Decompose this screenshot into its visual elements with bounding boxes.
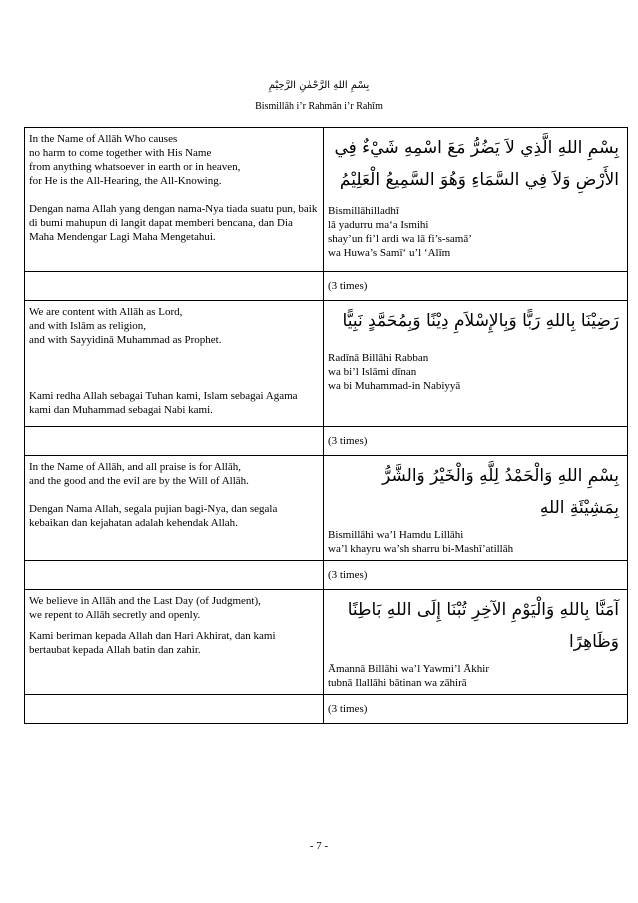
transliteration-line: shay’un fi’l ardi wa lā fi’s-samā’ — [328, 233, 472, 245]
english-line: and with Islām as religion, — [29, 320, 147, 332]
prayer-row-4 — [25, 590, 628, 695]
repeat-count: (3 times) — [324, 695, 628, 724]
arabic-text: آمَنَّا بِاللهِ وَالْيَوْمِ الآخِرِ تُبْنَا إِلَى اللهِ بَاطِنًا وَظَاهِرًا — [347, 600, 619, 652]
english-line: from anything whatsoever in earth or in heaven, — [29, 161, 241, 173]
english-line: we repent to Allāh secretly and openly. — [29, 609, 201, 621]
indonesian-translation: Dengan Nama Allah, segala pujian bagi-Nya, dan segala kebaikan dan kejahatan adalah kehendak Allah. — [29, 503, 278, 529]
transliteration-line: tubnā Ilallāhi bātinan wa zāhirā — [328, 677, 467, 689]
arabic-text: بِسْمِ اللهِ الَّذِي لاَ يَضُرُّ مَعَ اسْمِهِ شَيْءٌ فِي الأَرْضِ وَلاَ فِي السَّمَاءِ وَهُوَ السَّمِيعُ الْعَلِيْمُ — [334, 138, 619, 190]
times-row-1 — [25, 272, 628, 301]
transliteration-line: Āmannā Billāhi wa’l Yawmi’l Ākhir — [328, 663, 490, 675]
prayer-1-arabic-cell — [324, 128, 628, 272]
prayer-3-arabic-cell — [324, 456, 628, 561]
indonesian-translation: Kami beriman kepada Allah dan Hari Akhirat, dan kami bertaubat kepada Allah batin dan zahir. — [29, 630, 276, 656]
indonesian-translation: Kami redha Allah sebagai Tuhan kami, Islam sebagai Agama kami dan Muhammad sebagai Nabi kami. — [29, 390, 298, 416]
transliteration-line: lā yadurru ma‘a Ismihi — [328, 219, 429, 231]
prayer-row-2 — [25, 301, 628, 427]
english-line: We are content with Allāh as Lord, — [29, 306, 183, 318]
page-number: - 7 - — [309, 840, 329, 852]
transliteration-line: wa bi Muhammad-in Nabiyyā — [328, 380, 461, 392]
times-row-2 — [25, 427, 628, 456]
prayer-row-3 — [25, 456, 628, 561]
english-line: for He is the All-Hearing, the All-Knowing. — [29, 175, 222, 187]
prayer-1-translations — [25, 128, 324, 272]
transliteration-line: wa’l khayru wa’sh sharru bi-Mashī’atillāh — [328, 543, 514, 555]
english-line: In the Name of Allāh Who causes — [29, 133, 178, 145]
english-line: We believe in Allāh and the Last Day (of Judgment), — [29, 595, 261, 607]
prayer-4-translations — [25, 590, 324, 695]
arabic-text: بِسْمِ اللهِ وَالْحَمْدُ لِلَّهِ وَالْخَيْرُ وَالشَّرُّ بِمَشِيْئَةِ اللهِ — [382, 466, 619, 518]
transliteration-line: wa Huwa’s Samī‘ u’l ‘Alīm — [328, 247, 451, 259]
times-row-4 — [25, 695, 628, 724]
header-arabic-basmala: بِسْمِ اللهِ الرَّحْمٰنِ الرَّحِيْمِ — [268, 80, 370, 91]
english-line: and the good and the evil are by the Will of Allāh. — [29, 475, 249, 487]
prayer-2-arabic-cell — [324, 301, 628, 427]
repeat-count: (3 times) — [324, 427, 628, 456]
english-line: and with Sayyidinā Muhammad as Prophet. — [29, 334, 222, 346]
header-transliteration: Bismillāh i’r Rahmān i’r Rahīm — [255, 101, 383, 112]
transliteration-line: Bismillāhilladhī — [328, 205, 399, 217]
transliteration-line: Radīnā Billāhi Rabban — [328, 352, 429, 364]
arabic-text: رَضِيْنَا بِاللهِ رَبًّا وَبِالإِسْلاَمِ دِيْنًا وَبِمُحَمَّدٍ نَبِيًّا — [342, 311, 619, 331]
times-row-3 — [25, 561, 628, 590]
english-line: no harm to come together with His Name — [29, 147, 212, 159]
english-line: In the Name of Allāh, and all praise is for Allāh, — [29, 461, 241, 473]
repeat-count: (3 times) — [324, 561, 628, 590]
transliteration-line: wa bi’l Islāmi dīnan — [328, 366, 417, 378]
prayer-row-1 — [25, 128, 628, 272]
prayer-2-translations — [25, 301, 324, 427]
repeat-count: (3 times) — [324, 272, 628, 301]
prayer-3-translations — [25, 456, 324, 561]
prayers-table — [24, 127, 628, 724]
prayer-4-arabic-cell — [324, 590, 628, 695]
transliteration-line: Bismillāhi wa’l Hamdu Lillāhi — [328, 529, 464, 541]
indonesian-translation: Dengan nama Allah yang dengan nama-Nya tiada suatu pun, baik di bumi mahupun di langit dapat memberi bencana, dan Dia Maha Mendengar Lagi Maha Mengetahui. — [29, 203, 318, 243]
